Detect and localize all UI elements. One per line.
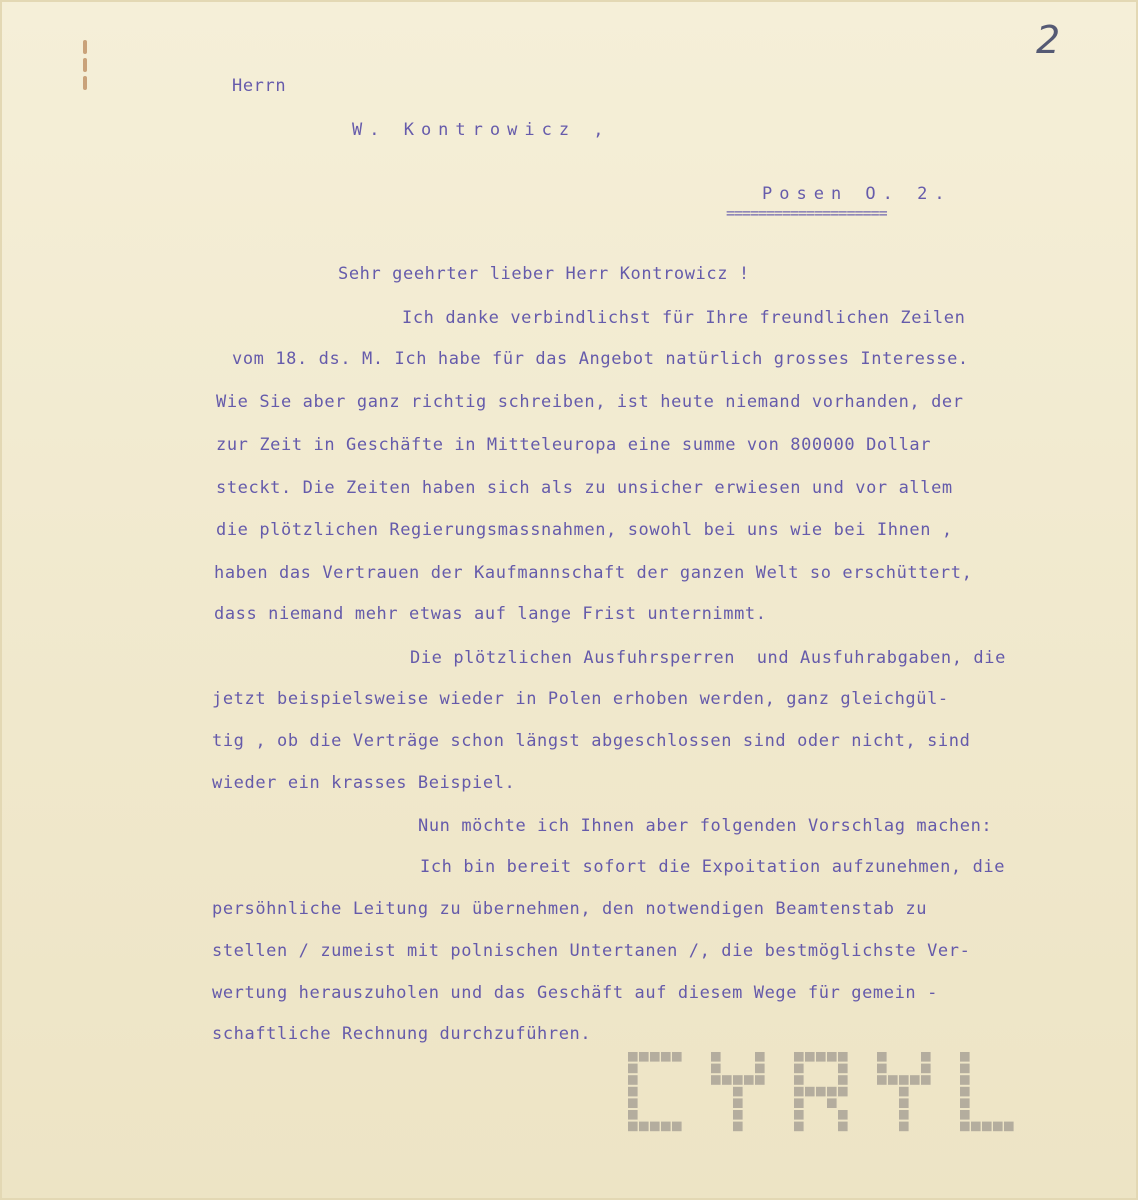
greeting: Sehr geehrter lieber Herr Kontrowicz ! <box>338 264 750 284</box>
body-line: Wie Sie aber ganz richtig schreiben, ist heute niemand vorhanden, der <box>216 392 964 412</box>
body-line: haben das Vertrauen der Kaufmannschaft der ganzen Welt so erschüttert, <box>214 563 973 583</box>
body-line: persöhnliche Leitung zu übernehmen, den notwendigen Beamtenstab zu <box>212 899 928 919</box>
body-line: Ich danke verbindlichst für Ihre freundlichen Zeilen <box>402 308 966 328</box>
body-line: steckt. Die Zeiten haben sich als zu unsicher erwiesen und vor allem <box>216 478 953 498</box>
body-line: Ich bin bereit sofort die Expoitation aufzunehmen, die <box>420 857 1006 877</box>
body-line: stellen / zumeist mit polnischen Untertanen /, die bestmöglichste Ver- <box>212 941 971 961</box>
body-line: wieder ein krasses Beispiel. <box>212 773 516 793</box>
salutation-line: Herrn <box>232 76 287 96</box>
body-line: Die plötzlichen Ausfuhrsperren und Ausfuhrabgaben, die <box>410 648 1006 668</box>
body-line: tig , ob die Verträge schon längst abgeschlossen sind oder nicht, sind <box>212 731 971 751</box>
place-date-line: Posen O. 2. <box>762 184 952 204</box>
body-line: wertung herauszuholen und das Geschäft auf diesem Wege für gemein - <box>212 983 938 1003</box>
body-line: zur Zeit in Geschäfte in Mitteleuropa eine summe von 800000 Dollar <box>216 435 932 455</box>
body-line: Nun möchte ich Ihnen aber folgenden Vorschlag machen: <box>418 816 993 836</box>
binding-hole-marks <box>80 36 92 106</box>
place-underline: ==================== <box>726 204 887 222</box>
body-line: jetzt beispielsweise wieder in Polen erhoben werden, ganz gleichgül- <box>212 689 949 709</box>
page-number: 2 <box>1036 18 1061 62</box>
body-line: vom 18. ds. M. Ich habe für das Angebot natürlich grosses Interesse. <box>232 349 969 369</box>
body-line: dass niemand mehr etwas auf lange Frist unternimmt. <box>214 604 767 624</box>
cyryl-watermark-logo <box>628 1052 1068 1134</box>
body-line: schaftliche Rechnung durchzuführen. <box>212 1024 592 1044</box>
recipient-name: W. Kontrowicz , <box>352 120 611 140</box>
body-line: die plötzlichen Regierungsmassnahmen, sowohl bei uns wie bei Ihnen , <box>216 520 953 540</box>
